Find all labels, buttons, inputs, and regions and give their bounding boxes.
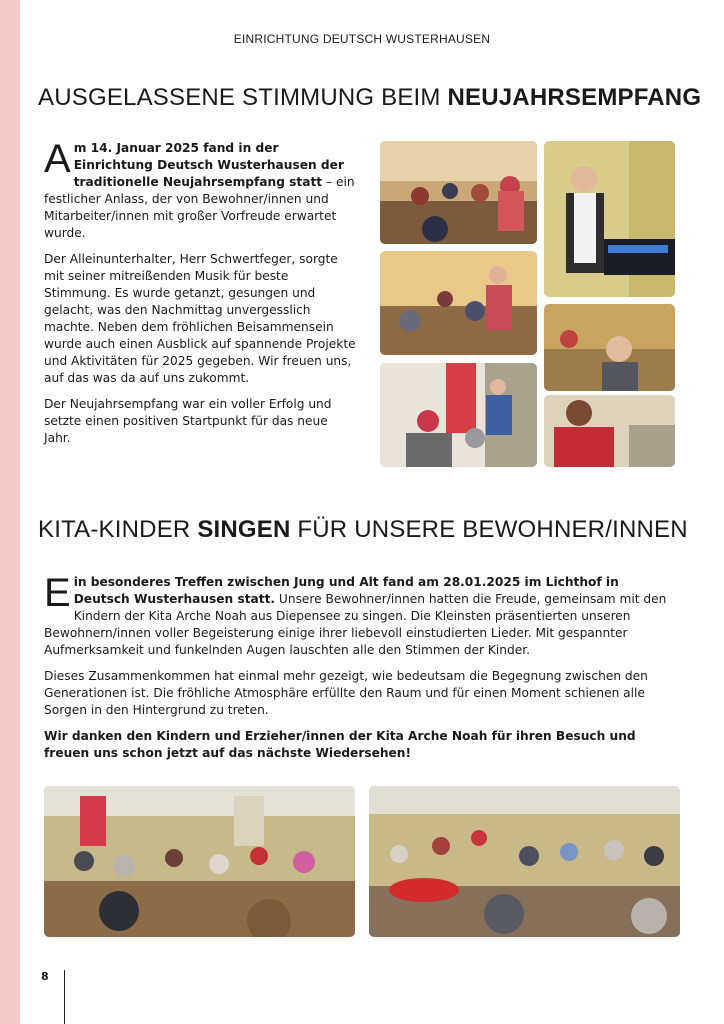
article2-paragraph2: Dieses Zusammenkommen hat einmal mehr gezeigt, wie bedeutsam die Begegnung zwischen den Generationen ist. Die fröhliche Atmosphäre erfüllte den Raum und für einen Moment schienen alle Sorgen in den Hintergrund zu treten. — [44, 669, 648, 717]
article2-intro — [44, 571, 676, 659]
photo-dancing — [380, 251, 537, 355]
article2-intro-rest: Unsere Bewohner/innen hatten die Freude, gemeinsam mit den Kindern der Kita Arche Noah aus Diepensee zu singen. Die Kleinsten präsentierten unseren Bewohnern/innen voller Begeisterung einige ihrer liebevoll einstudierten Lieder. Mit gespannter Aufmerksamkeit und funkelnden Augen lauschten alle den Stimmen der Kinder. — [44, 592, 667, 657]
article1-dropcap: A — [44, 137, 71, 181]
article1-intro-rest: – ein festlicher Anlass, der von Bewohner/innen und Mitarbeiter/innen mit großer Vorfreude erwartet wurde. — [44, 175, 355, 240]
section-header: EINRICHTUNG DEUTSCH WUSTERHAUSEN — [233, 32, 491, 46]
photo-resident-smiling — [544, 304, 675, 391]
article2-title-part2: FÜR UNSERE BEWOHNER/INNEN — [290, 516, 688, 543]
photo-woman-red — [544, 395, 675, 467]
article1-intro-bold: m 14. Januar 2025 fand in der Einrichtung Deutsch Wusterhausen der traditionelle Neujahrsempfang statt — [73, 141, 344, 189]
article2-title-bold: SINGEN — [197, 516, 291, 543]
article2-body — [44, 571, 676, 771]
photo-guests-table — [380, 363, 537, 467]
left-accent-stripe — [0, 0, 20, 1024]
photo-party-hall — [380, 141, 537, 244]
photo-musician-keyboard — [544, 141, 675, 297]
article2-thanks: Wir danken den Kindern und Erzieher/innen der Kita Arche Noah für ihren Besuch und freuen uns schon jetzt auf das nächste Wiedersehen! — [44, 729, 636, 760]
article1-body — [44, 137, 358, 456]
article1-intro — [44, 137, 358, 242]
article2-dropcap: E — [44, 571, 71, 615]
photo-lichthof-audience-right — [369, 786, 680, 937]
page-number: 8 — [41, 970, 49, 983]
photo-lichthof-audience-left — [44, 786, 355, 937]
article2-intro-bold: in besonderes Treffen zwischen Jung und Alt fand am 28.01.2025 im Lichthof in Deutsch Wusterhausen statt. — [73, 575, 619, 606]
footer-divider — [64, 970, 65, 1024]
article1-title-regular: AUSGELASSENE STIMMUNG BEIM — [38, 84, 448, 111]
article1-title-bold: NEUJAHRSEMPFANG — [447, 84, 702, 111]
article1-title — [38, 84, 702, 112]
article1-paragraph3: Der Neujahrsempfang war ein voller Erfolg und setzte einen positiven Startpunkt für das neue Jahr. — [44, 397, 332, 445]
article2-title — [38, 516, 698, 544]
article1-paragraph2: Der Alleinunterhalter, Herr Schwertfeger, sorgte mit seiner mitreißenden Musik für beste Stimmung. Es wurde getanzt, gesungen und gelacht, was den Nachmittag unvergesslich machte. Neben dem fröhlichen Beisammensein wurde auch einen Ausblick auf spannende Projekte und Aktivitäten für 2025 gegeben. Wir freuen uns, auf das was da auf uns zukommt. — [44, 252, 356, 385]
article2-title-part1: KITA-KINDER — [38, 516, 198, 543]
